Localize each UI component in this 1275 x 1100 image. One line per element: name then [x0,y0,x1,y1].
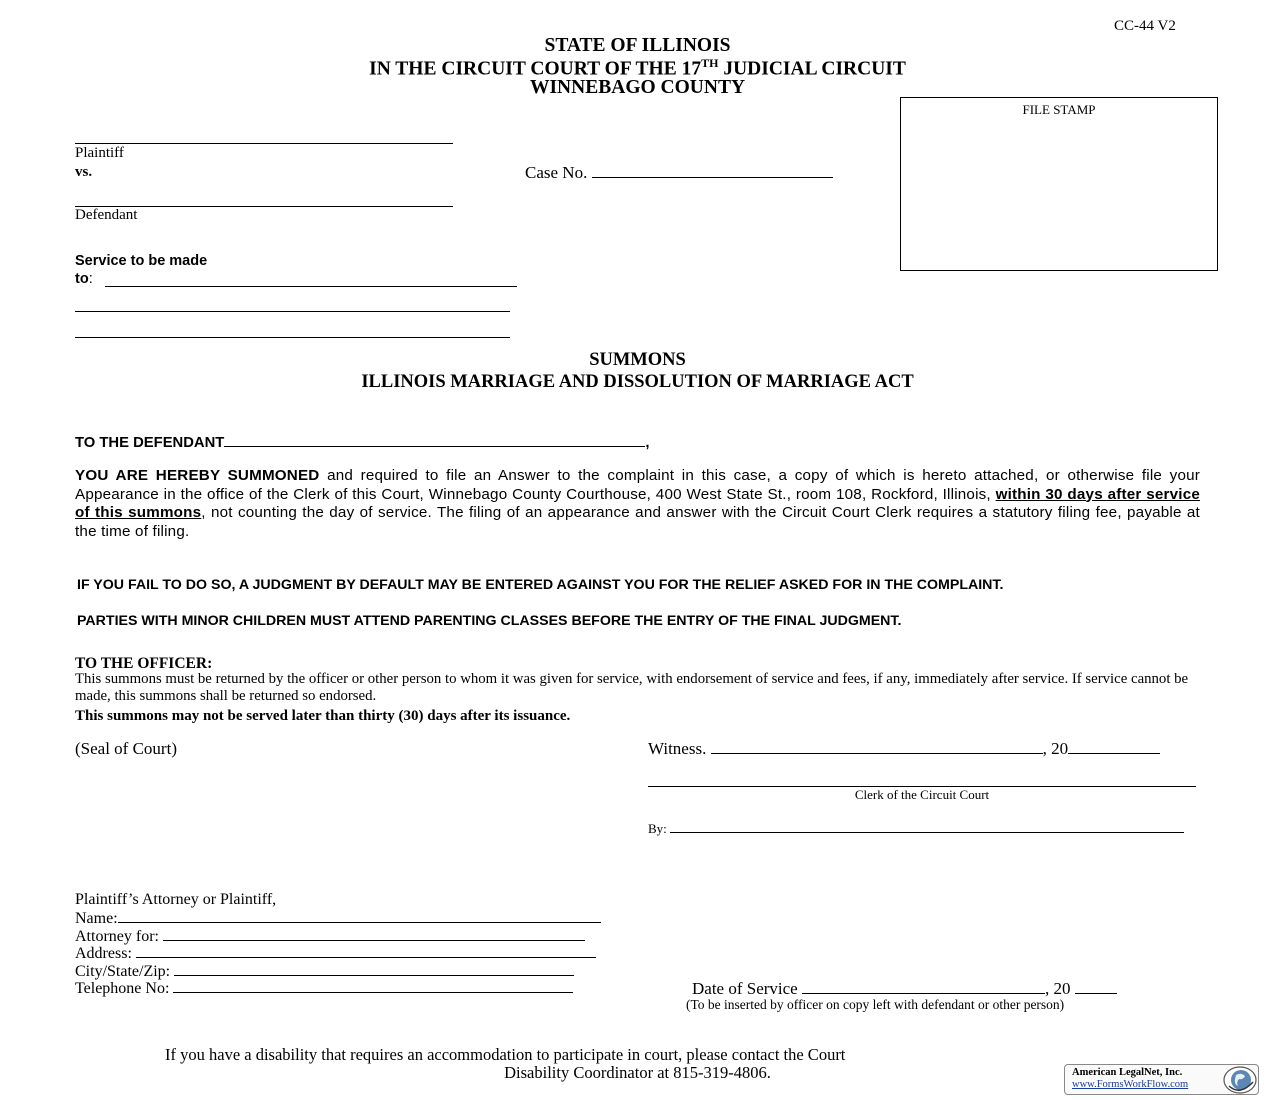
attorney-address-label: Address: [75,945,132,962]
disability-notice-2: Disability Coordinator at 815-319-4806. [504,1063,771,1082]
officer-deadline: This summons may not be served later than thirty (30) days after its issuance. [75,708,571,724]
witness-row [648,739,1160,759]
plaintiff-label: Plaintiff [75,145,124,161]
witness-year-field[interactable] [1068,739,1160,754]
globe-icon [1223,1066,1257,1094]
summons-subtitle: ILLINOIS MARRIAGE AND DISSOLUTION OF MARRIAGE ACT [361,372,914,392]
parenting-class-warning: PARTIES WITH MINOR CHILDREN MUST ATTEND PARENTING CLASSES BEFORE THE ENTRY OF THE FINAL JUDGMENT. [77,613,902,629]
case-number-field[interactable] [592,163,833,178]
defendant-label: Defendant [75,207,138,223]
attorney-city-label: City/State/Zip: [75,963,171,980]
file-stamp-label: FILE STAMP [1022,102,1096,117]
witness-label: Witness. [648,739,707,758]
summons-lead: YOU ARE HEREBY SUMMONED [75,467,320,484]
form-id: CC-44 V2 [1114,18,1176,34]
by-label: By: [648,821,667,836]
to-defendant-field[interactable] [224,432,645,447]
attorney-name-label: Name: [75,910,118,927]
attorney-for-field[interactable] [163,926,585,941]
attorney-telephone-field[interactable] [173,978,573,993]
clerk-label: Clerk of the Circuit Court [854,787,990,802]
service-address-line-3[interactable] [75,337,510,338]
to-defendant-comma: , [645,435,650,451]
summons-title: SUMMONS [589,350,686,370]
disability-notice-1: If you have a disability that requires an accommodation to participate in court, please contact the Court [165,1045,846,1064]
date-of-service-label: Date of Service [692,979,798,998]
witness-date-field[interactable] [711,739,1043,754]
date-of-service-row [692,979,1117,999]
seal-of-court: (Seal of Court) [75,739,177,758]
service-address-line-2[interactable] [75,311,510,312]
service-to-label: to [75,271,89,287]
header-court-sup: TH [701,56,719,70]
attorney-heading: Plaintiff’s Attorney or Plaintiff, [75,891,277,908]
default-judgment-warning: IF YOU FAIL TO DO SO, A JUDGMENT BY DEFAULT MAY BE ENTERED AGAINST YOU FOR THE RELIEF ASKED FOR IN THE COMPLAINT. [77,577,1004,593]
vs-label: vs. [75,164,93,180]
date-of-service-note: (To be inserted by officer on copy left with defendant or other person) [686,997,1065,1012]
officer-heading: TO THE OFFICER: [75,655,213,672]
attorney-name-row [75,908,601,928]
by-row [648,818,1184,837]
witness-year-prefix: , 20 [1042,739,1069,758]
logo-company: American LegalNet, Inc. [1072,1067,1183,1078]
to-defendant-label: TO THE DEFENDANT [75,435,225,451]
to-defendant [75,432,649,451]
attorney-telephone-row [75,978,573,998]
date-of-service-year-prefix: , 20 [1044,979,1071,998]
case-number-label: Case No. [525,163,588,182]
date-of-service-field[interactable] [802,979,1045,994]
header-state: STATE OF ILLINOIS [544,35,731,56]
service-to-row: to: [75,271,93,287]
summons-deadline: within 30 days after service of this summons [75,485,1200,521]
header-county: WINNEBAGO COUNTY [529,77,746,98]
file-stamp-box [900,97,1218,271]
header-court-post: JUDICIAL CIRCUIT [718,58,906,80]
attorney-address-field[interactable] [136,943,596,958]
date-of-service-year-field[interactable] [1075,979,1117,994]
service-label: Service to be made [75,253,208,269]
attorney-for-label: Attorney for: [75,928,159,945]
case-number [525,163,833,183]
attorney-name-field[interactable] [118,908,601,923]
american-legalnet-logo [1064,1064,1259,1095]
officer-instructions: This summons must be returned by the officer or other person to whom it was given for service, with endorsement of service and fees, if any, immediately after service. If service cannot be made, this summons shall be returned so endorsed. [75,671,1189,704]
by-signature-field[interactable] [670,818,1184,833]
plaintiff-field-line[interactable] [75,143,453,144]
attorney-city-field[interactable] [174,961,574,976]
summons-paragraph [75,467,1200,541]
header-court-pre: IN THE CIRCUIT COURT OF THE 17 [369,58,702,80]
attorney-telephone-label: Telephone No: [75,980,170,997]
attorney-address-row [75,943,596,963]
service-address-line-1[interactable] [105,286,517,287]
summons-text-1: and required to file an Answer to the complaint in this case, a copy of which is hereto attached, or otherwise file your Appearance in the office of the Clerk of this Court, Winnebago County Courthouse, 400 West State St., room 108, Rockford, Illinois, [75,467,1200,503]
logo-url[interactable]: www.FormsWorkFlow.com [1072,1079,1189,1090]
summons-text-2: , not counting the day of service. The filing of an appearance and answer with the Circuit Court Clerk requires a statutory filing fee, payable at the time of filing. [75,504,1200,540]
